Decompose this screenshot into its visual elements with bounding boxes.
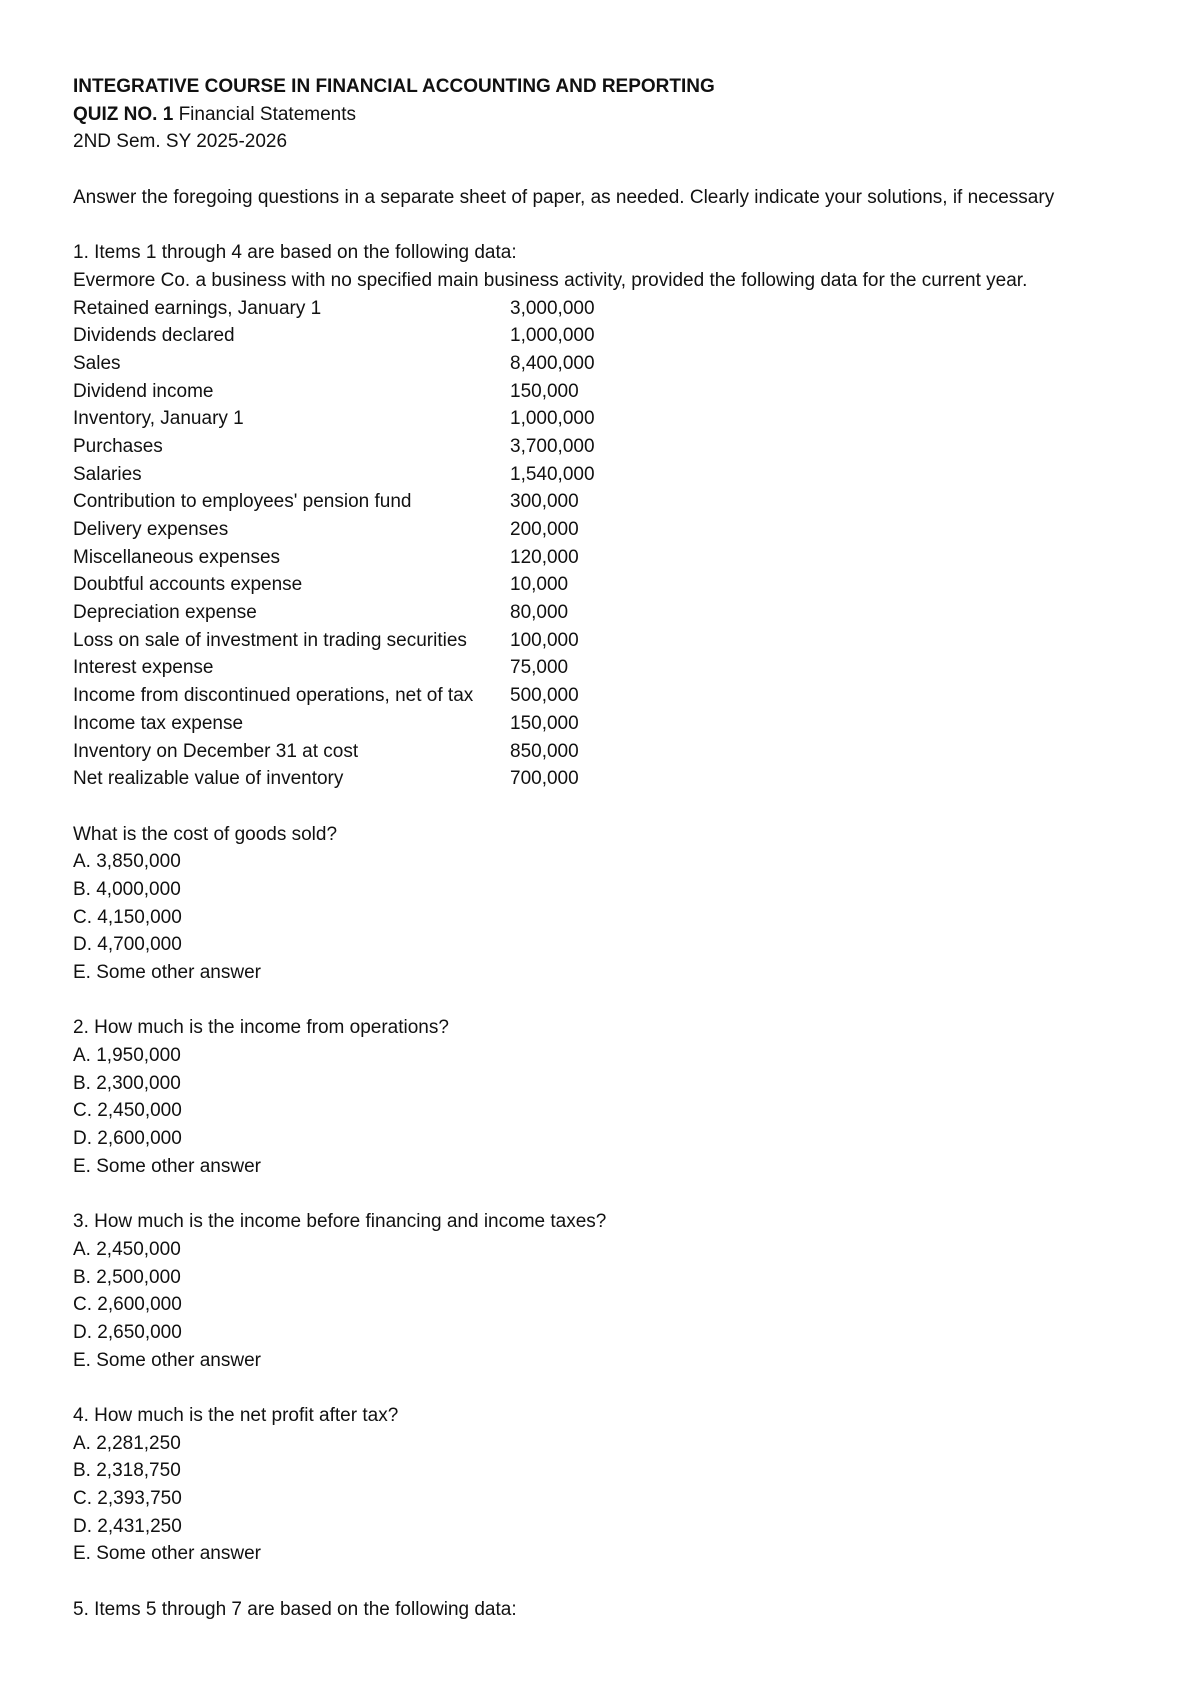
set1-intro: 1. Items 1 through 4 are based on the following data:	[73, 242, 517, 264]
data-label: Sales	[73, 352, 121, 374]
course-title: INTEGRATIVE COURSE IN FINANCIAL ACCOUNTING AND REPORTING	[73, 76, 715, 97]
data-amount: 1,000,000	[510, 325, 595, 347]
data-row	[73, 571, 1153, 599]
data-label: Income from discontinued operations, net of tax	[73, 685, 474, 707]
data-amount: 8,400,000	[510, 352, 595, 374]
data-amount: 150,000	[510, 380, 579, 402]
answer-choice: E. Some other answer	[73, 1155, 261, 1177]
data-amount: 3,000,000	[510, 297, 595, 319]
data-amount: 200,000	[510, 519, 579, 540]
data-amount: 1,000,000	[510, 408, 595, 430]
data-label: Purchases	[73, 435, 163, 457]
answer-choice: B. 2,500,000	[73, 1266, 181, 1288]
data-label: Doubtful accounts expense	[73, 574, 303, 596]
data-amount: 500,000	[510, 685, 579, 707]
data-amount: 850,000	[510, 740, 579, 762]
data-amount: 80,000	[510, 602, 569, 624]
data-label: Inventory, January 1	[73, 408, 244, 430]
data-label: Depreciation expense	[73, 602, 257, 624]
answer-choice: C. 2,600,000	[73, 1294, 182, 1316]
question-text: What is the cost of goods sold?	[73, 823, 338, 845]
semester-line: 2ND Sem. SY 2025-2026	[73, 131, 288, 153]
data-label: Dividends declared	[73, 325, 235, 347]
document-body	[73, 73, 1153, 1624]
answer-choice: D. 4,700,000	[73, 934, 182, 956]
data-row	[73, 295, 1153, 323]
answer-choice: C. 2,393,750	[73, 1488, 182, 1510]
answer-choice: E. Some other answer	[73, 962, 261, 983]
data-amount: 700,000	[510, 768, 579, 790]
data-amount: 120,000	[510, 546, 579, 568]
data-amount: 75,000	[510, 657, 569, 679]
data-row	[73, 461, 1153, 489]
data-row	[73, 322, 1153, 350]
question-text: 2. How much is the income from operations?	[73, 1017, 449, 1039]
question-2	[73, 1014, 1153, 1180]
data-row	[73, 627, 1153, 655]
answer-choice: D. 2,600,000	[73, 1128, 182, 1150]
answer-choice: A. 3,850,000	[73, 851, 181, 873]
answer-choice: E. Some other answer	[73, 1349, 261, 1371]
data-label: Inventory on December 31 at cost	[73, 740, 359, 762]
data-label: Contribution to employees' pension fund	[73, 491, 412, 513]
data-row	[73, 738, 1153, 766]
data-row	[73, 544, 1153, 572]
data-table	[73, 295, 1153, 793]
question-1	[73, 821, 1153, 987]
answer-choice: B. 4,000,000	[73, 878, 181, 900]
quiz-label: QUIZ NO. 1	[73, 103, 174, 125]
answer-choice: E. Some other answer	[73, 1543, 261, 1565]
quiz-heading	[73, 101, 1153, 129]
data-amount: 300,000	[510, 491, 579, 513]
data-row	[73, 350, 1153, 378]
instructions: Answer the foregoing questions in a separate sheet of paper, as needed. Clearly indicate your solutions, if necessary	[73, 186, 1055, 208]
data-row	[73, 378, 1153, 406]
data-row	[73, 654, 1153, 682]
quiz-topic: Financial Statements	[173, 103, 356, 125]
data-amount: 10,000	[510, 574, 569, 596]
data-row	[73, 516, 1153, 544]
data-amount: 3,700,000	[510, 435, 595, 457]
answer-choice: A. 2,281,250	[73, 1432, 181, 1454]
data-label: Retained earnings, January 1	[73, 297, 322, 319]
question-4	[73, 1402, 1153, 1568]
answer-choice: D. 2,650,000	[73, 1321, 182, 1343]
data-label: Interest expense	[73, 657, 214, 679]
data-label: Miscellaneous expenses	[73, 546, 281, 568]
data-amount: 150,000	[510, 712, 579, 734]
data-amount: 100,000	[510, 629, 579, 651]
data-row	[73, 488, 1153, 516]
data-label: Delivery expenses	[73, 519, 229, 540]
data-label: Net realizable value of inventory	[73, 768, 344, 790]
question-3	[73, 1208, 1153, 1374]
data-row	[73, 710, 1153, 738]
answer-choice: B. 2,300,000	[73, 1072, 181, 1094]
answer-choice: C. 2,450,000	[73, 1100, 182, 1122]
data-label: Income tax expense	[73, 712, 244, 734]
data-row	[73, 433, 1153, 461]
data-label: Salaries	[73, 463, 142, 485]
data-label: Loss on sale of investment in trading securities	[73, 629, 467, 651]
data-row	[73, 405, 1153, 433]
answer-choice: A. 2,450,000	[73, 1238, 181, 1260]
question-text: 4. How much is the net profit after tax?	[73, 1405, 399, 1426]
data-row	[73, 599, 1153, 627]
data-row	[73, 682, 1153, 710]
data-amount: 1,540,000	[510, 463, 595, 485]
data-row	[73, 765, 1153, 793]
answer-choice: B. 2,318,750	[73, 1460, 181, 1482]
set1-description: Evermore Co. a business with no specified main business activity, provided the following data for the current year.	[73, 269, 1028, 291]
answer-choice: C. 4,150,000	[73, 906, 182, 928]
answer-choice: D. 2,431,250	[73, 1515, 182, 1537]
data-label: Dividend income	[73, 380, 214, 402]
set2-intro: 5. Items 5 through 7 are based on the following data:	[73, 1598, 517, 1620]
question-text: 3. How much is the income before financing and income taxes?	[73, 1211, 607, 1233]
answer-choice: A. 1,950,000	[73, 1045, 181, 1067]
